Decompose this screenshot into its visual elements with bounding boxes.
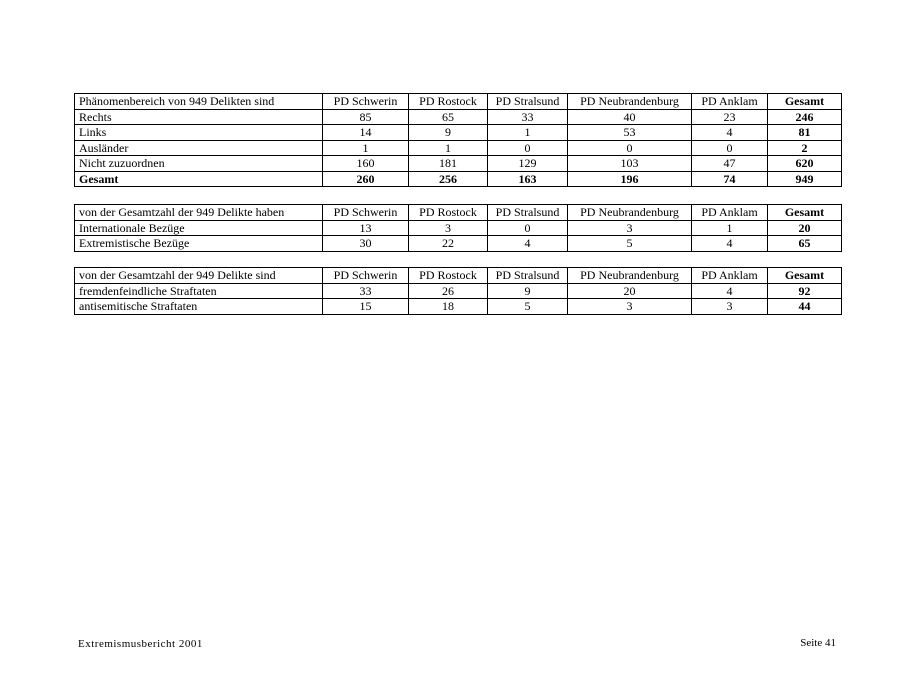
cell: 0 (488, 140, 568, 156)
cell: 256 (409, 171, 488, 187)
row-label: antisemitische Straftaten (75, 299, 323, 315)
cell: 0 (568, 140, 692, 156)
header-cell: Phänomenbereich von 949 Delikten sind (75, 94, 323, 110)
cell-total: 81 (768, 125, 842, 141)
cell-total: 65 (768, 236, 842, 252)
cell: 40 (568, 109, 692, 125)
table-row (75, 156, 842, 172)
table-row (75, 109, 842, 125)
header-cell-total: Gesamt (768, 205, 842, 221)
cell: 3 (692, 299, 768, 315)
table-hate-crimes (74, 267, 842, 315)
header-cell: PD Anklam (692, 268, 768, 284)
table-references (74, 204, 842, 252)
header-cell-total: Gesamt (768, 94, 842, 110)
header-cell: PD Rostock (409, 268, 488, 284)
cell: 0 (692, 140, 768, 156)
footer-document-title: Extremismusbericht 2001 (78, 638, 203, 650)
cell: 1 (488, 125, 568, 141)
table-header-row (75, 205, 842, 221)
header-cell: PD Rostock (409, 94, 488, 110)
cell: 14 (323, 125, 409, 141)
cell: 15 (323, 299, 409, 315)
cell: 1 (323, 140, 409, 156)
header-cell: PD Schwerin (323, 268, 409, 284)
cell: 47 (692, 156, 768, 172)
header-cell: PD Schwerin (323, 205, 409, 221)
header-cell: PD Stralsund (488, 94, 568, 110)
cell: 1 (692, 220, 768, 236)
table-row (75, 283, 842, 299)
cell: 160 (323, 156, 409, 172)
header-cell: PD Anklam (692, 94, 768, 110)
cell: 33 (488, 109, 568, 125)
table-row (75, 236, 842, 252)
table-header-row (75, 268, 842, 284)
cell: 196 (568, 171, 692, 187)
row-label: Links (75, 125, 323, 141)
cell: 103 (568, 156, 692, 172)
table-row (75, 220, 842, 236)
table-phenomenon (74, 93, 842, 187)
cell: 30 (323, 236, 409, 252)
cell: 53 (568, 125, 692, 141)
cell: 181 (409, 156, 488, 172)
cell: 0 (488, 220, 568, 236)
cell-total: 246 (768, 109, 842, 125)
footer-page-number: Seite 41 (800, 637, 836, 649)
cell: 4 (692, 125, 768, 141)
cell: 9 (488, 283, 568, 299)
cell: 18 (409, 299, 488, 315)
table-row (75, 140, 842, 156)
header-cell: PD Neubrandenburg (568, 268, 692, 284)
cell: 74 (692, 171, 768, 187)
cell-total: 20 (768, 220, 842, 236)
cell: 22 (409, 236, 488, 252)
cell: 5 (488, 299, 568, 315)
cell: 9 (409, 125, 488, 141)
cell: 4 (488, 236, 568, 252)
row-label: Internationale Bezüge (75, 220, 323, 236)
header-cell: PD Stralsund (488, 205, 568, 221)
cell: 33 (323, 283, 409, 299)
header-cell: PD Anklam (692, 205, 768, 221)
cell-total: 620 (768, 156, 842, 172)
cell: 13 (323, 220, 409, 236)
header-cell: PD Neubrandenburg (568, 94, 692, 110)
cell: 129 (488, 156, 568, 172)
header-cell: PD Schwerin (323, 94, 409, 110)
cell: 260 (323, 171, 409, 187)
cell-total: 44 (768, 299, 842, 315)
cell: 1 (409, 140, 488, 156)
header-cell: von der Gesamtzahl der 949 Delikte sind (75, 268, 323, 284)
cell: 3 (409, 220, 488, 236)
row-label: Gesamt (75, 171, 323, 187)
cell-total: 949 (768, 171, 842, 187)
table-row (75, 299, 842, 315)
cell: 5 (568, 236, 692, 252)
header-cell: PD Rostock (409, 205, 488, 221)
cell: 65 (409, 109, 488, 125)
header-cell: PD Stralsund (488, 268, 568, 284)
cell-total: 2 (768, 140, 842, 156)
cell: 3 (568, 299, 692, 315)
row-label: Rechts (75, 109, 323, 125)
cell: 4 (692, 236, 768, 252)
header-cell: von der Gesamtzahl der 949 Delikte haben (75, 205, 323, 221)
cell: 85 (323, 109, 409, 125)
cell: 4 (692, 283, 768, 299)
cell: 163 (488, 171, 568, 187)
row-label: fremdenfeindliche Straftaten (75, 283, 323, 299)
header-cell-total: Gesamt (768, 268, 842, 284)
row-label: Nicht zuzuordnen (75, 156, 323, 172)
table-row (75, 125, 842, 141)
cell: 20 (568, 283, 692, 299)
table-header-row (75, 94, 842, 110)
cell: 23 (692, 109, 768, 125)
cell-total: 92 (768, 283, 842, 299)
cell: 26 (409, 283, 488, 299)
row-label: Ausländer (75, 140, 323, 156)
row-label: Extremistische Bezüge (75, 236, 323, 252)
table-total-row (75, 171, 842, 187)
header-cell: PD Neubrandenburg (568, 205, 692, 221)
cell: 3 (568, 220, 692, 236)
